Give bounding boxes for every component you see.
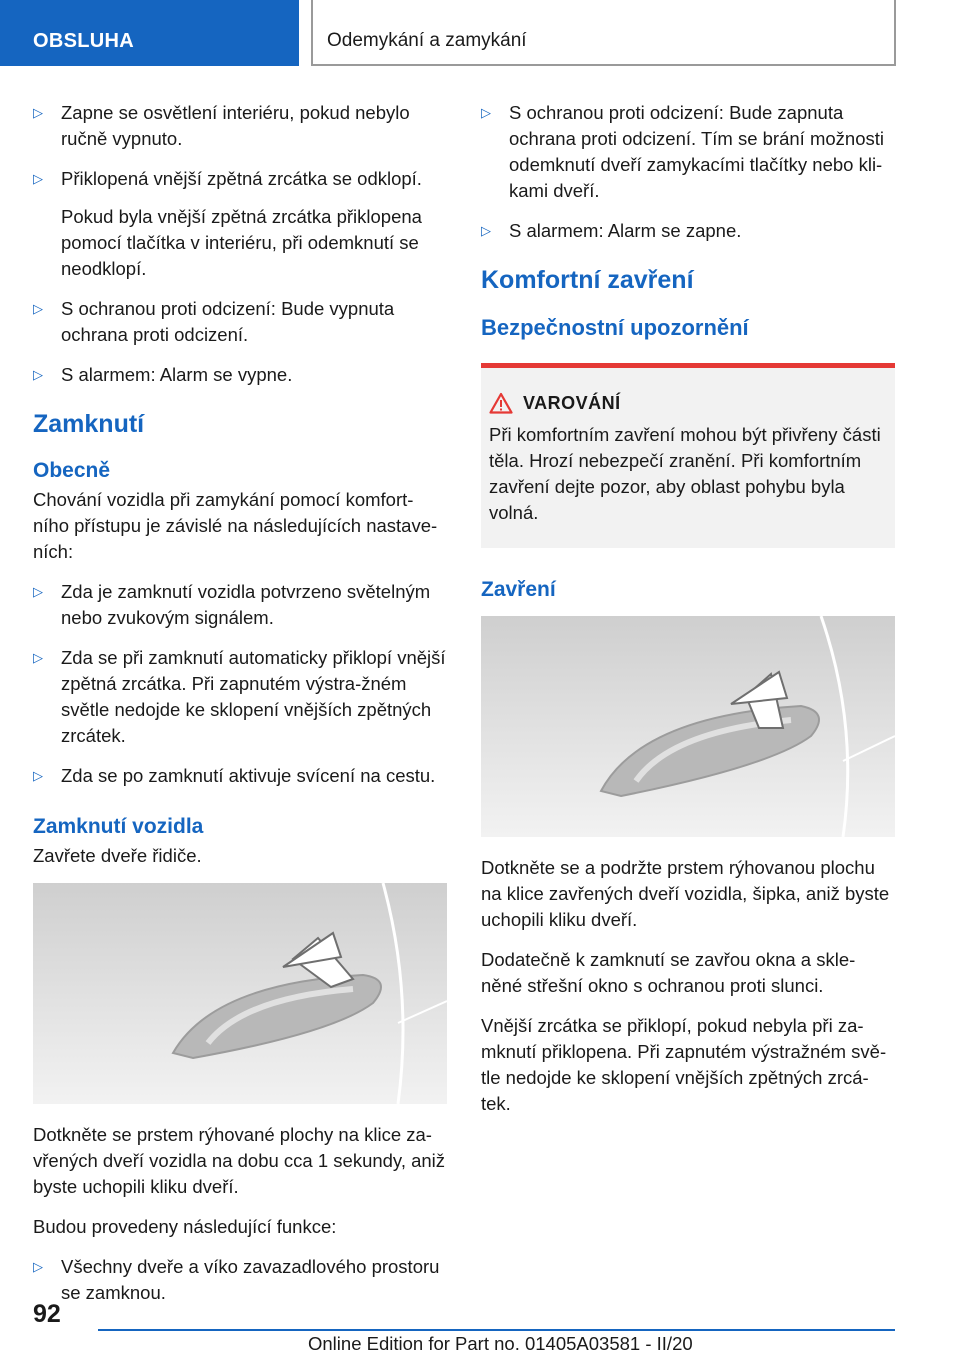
paragraph-mirrors: Vnější zrcátka se přiklopí, pokud nebyla při za-mknutí přiklopena. Při zapnutém výstražném svě-tle nedojde ke sklopení vnějších zpětných zrcá-tek. [481,1015,887,1114]
footer-divider [98,1329,895,1331]
triangle-bullet-icon: ▷ [481,105,491,120]
triangle-bullet-icon: ▷ [33,301,43,316]
chapter-title: Odemykání a zamykání [311,0,896,66]
warning-header [489,392,885,414]
left-column [33,100,447,1320]
list-item: ▷ Zda je zamknutí vozidla potvrzeno světelným nebo zvukovým signálem. [33,581,431,628]
list-item-note: Pokud byla vnější zpětná zrcátka přiklopena pomocí tlačítka v interiéru, při odemknutí se neodklopí. [61,206,422,279]
list-item: ▷ Všechny dveře a víko zavazadlového prostoru se zamknou. [33,1256,440,1303]
door-handle-illustration [33,883,447,1104]
functions-list [33,1254,447,1306]
list-item: ▷ Zapne se osvětlení interiéru, pokud nebylo ručně vypnuto. [33,102,410,149]
triangle-bullet-icon: ▷ [33,171,43,186]
page-header [0,0,960,66]
triangle-bullet-icon: ▷ [481,223,491,238]
triangle-bullet-icon: ▷ [33,1259,43,1274]
warning-title: VAROVÁNÍ [523,392,621,413]
heading-zamknuti: Zamknutí [33,410,145,438]
figure-instruction: Dotkněte se prstem rýhované plochy na klice za-vřených dveří vozidla na dobu cca 1 sekundy, aniž byste uchopili kliku dveří. [33,1124,446,1197]
list-item: ▷ S ochranou proti odcizení: Bude vypnuta ochrana proti odcizení. [33,298,395,345]
paragraph-windows: Dodatečně k zamknutí se zavřou okna a skle-něné střešní okno s ochranou proti slunci. [481,949,856,996]
door-handle-illustration [481,616,895,837]
functions-intro: Budou provedeny následující funkce: [33,1216,337,1237]
obecne-list [33,579,447,789]
triangle-bullet-icon: ▷ [33,768,43,783]
triangle-bullet-icon: ▷ [33,105,43,120]
figure-instruction: Dotkněte se a podržte prstem rýhovanou plochu na klice zavřených dveří vozidla, šipka, aniž byste uchopili kliku dveří. [481,857,890,930]
heading-obecne: Obecně [33,459,111,482]
door-handle-arrow-icon [481,616,895,837]
list-item: ▷ Přiklopená vnější zpětná zrcátka se odklopí. Pokud byla vnější zpětná zrcátka přiklopena pomocí tlačítka v interiéru, při odemknutí se neodklopí. [33,166,447,282]
heading-zavreni: Zavření [481,578,556,601]
triangle-bullet-icon: ▷ [33,650,43,665]
heading-komfortni-zavreni: Komfortní zavření [481,266,694,294]
warning-box [481,363,895,548]
door-handle-arrow-icon [33,883,447,1104]
heading-zamknuti-vozidla: Zamknutí vozidla [33,815,204,838]
section-label: OBSLUHA [0,0,299,66]
edition-text: Online Edition for Part no. 01405A03581 - II/20 [308,1333,693,1354]
obecne-paragraph: Chování vozidla při zamykání pomocí komfort-ního přístupu je závislé na následujících nastave-ních: [33,489,438,562]
intro-list [33,100,447,388]
page-number: 92 [33,1300,61,1328]
list-item: ▷ Zda se po zamknutí aktivuje svícení na cestu. [33,763,447,789]
heading-bezpecnostni-upozorneni: Bezpečnostní upozornění [481,315,749,340]
list-item: ▷ S ochranou proti odcizení: Bude zapnuta ochrana proti odcizení. Tím se brání možnosti odemknutí dveří zamykacími tlačítky nebo kli-kami dveří. [481,102,884,201]
triangle-bullet-icon: ▷ [33,367,43,382]
list-item: ▷ S alarmem: Alarm se zapne. [481,218,895,244]
zamknuti-vozidla-paragraph: Zavřete dveře řidiče. [33,845,202,866]
warning-text: Při komfortním zavření mohou být přivřeny části těla. Hrozí nebezpečí zranění. Při komfortním zavření dejte pozor, aby oblast pohybu byla volná. [489,424,881,523]
right-top-list [481,100,895,244]
triangle-bullet-icon: ▷ [33,584,43,599]
list-item: ▷ S alarmem: Alarm se vypne. [33,362,447,388]
warning-triangle-icon [489,392,513,414]
right-column [481,100,895,1131]
list-item: ▷ Zda se při zamknutí automaticky přiklopí vnější zpětná zrcátka. Při zapnutém výstra-žném světle nedojde ke sklopení vnějších zpětných zrcátek. [33,647,446,746]
